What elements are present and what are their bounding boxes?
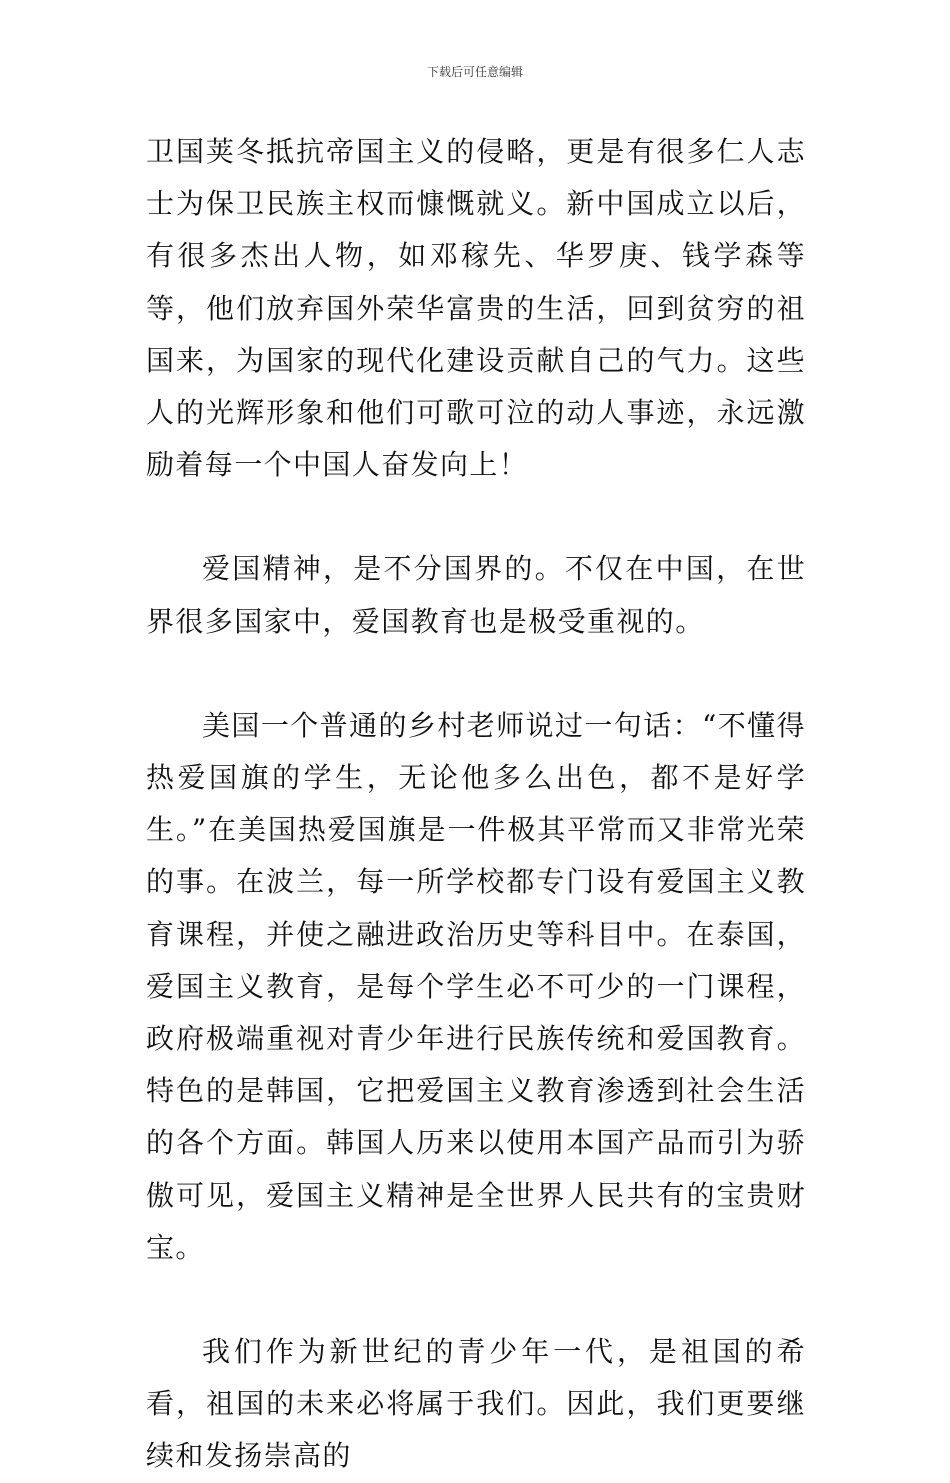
paragraph-1: 卫国荚冬抵抗帝国主义的侵略，更是有很多仁人志士为保卫民族主权而慷慨就义。新中国成立以后，有很多杰出人物，如邓稼先、华罗庚、钱学森等等，他们放弃国外荣华富贵的生活，回到贫穷的祖国来，为国家的现代化建设贡献自己的气力。这些人的光辉形象和他们可歌可泣的动人事迹，永远激励着每一个中国人奋发向上！ <box>146 135 806 482</box>
paragraph-3: 美国一个普通的乡村老师说过一句话：“不懂得热爱国旗的学生，无论他多么出色，都不是好学生。”在美国热爱国旗是一件极其平常而又非常光荣的事。在波兰，每一所学校都专门设有爱国主义教育课程，并使之融进政治历史等科目中。在泰国，爱国主义教育，是每个学生必不可少的一门课程，政府极端重视对青少年进行民族传统和爱国教育。特色的是韩国，它把爱国主义教育渗透到社会生活的各个方面。韩国人历来以使用本国产品而引为骄傲可见，爱国主义精神是全世界人民共有的宝贵财宝。 <box>146 708 806 1264</box>
paragraph-4: 我们作为新世纪的青少年一代，是祖国的希看，祖国的未来必将属于我们。因此，我们更要继续和发扬崇高的 <box>146 1335 806 1473</box>
document-body <box>146 126 806 1483</box>
page-header: 下载后可任意编辑 <box>426 65 523 79</box>
paragraph-2: 爱国精神，是不分国界的。不仅在中国，在世界很多国家中，爱国教育也是极受重视的。 <box>146 552 806 638</box>
